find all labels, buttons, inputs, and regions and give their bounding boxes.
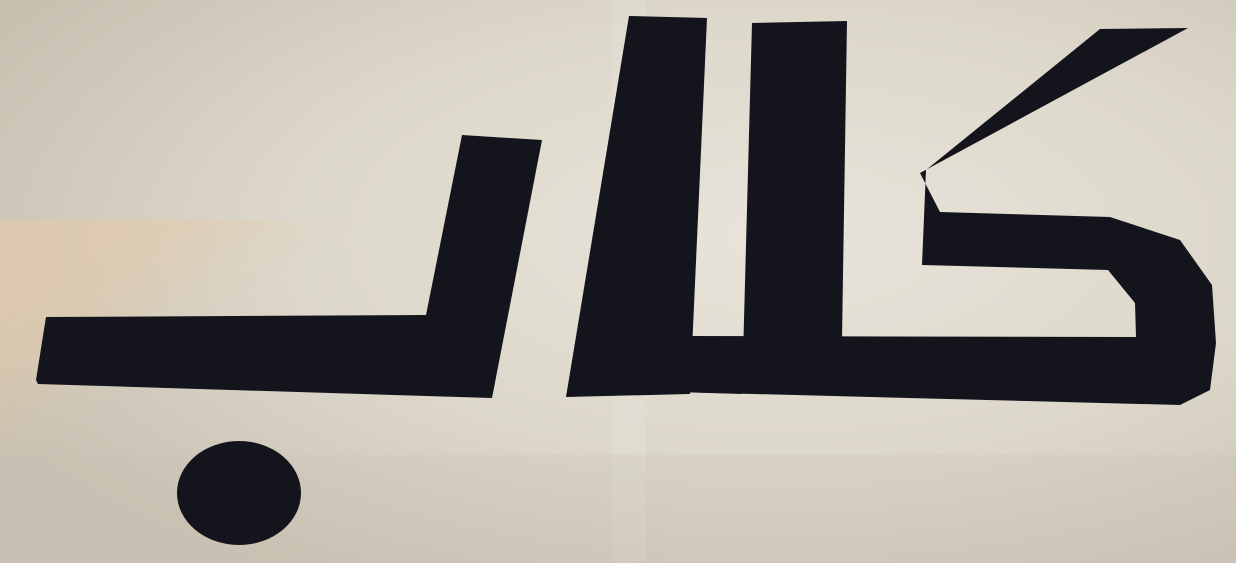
- letter-alif: [566, 16, 707, 397]
- letter-ba-body: [36, 135, 542, 398]
- letter-ba-dot: [177, 441, 301, 545]
